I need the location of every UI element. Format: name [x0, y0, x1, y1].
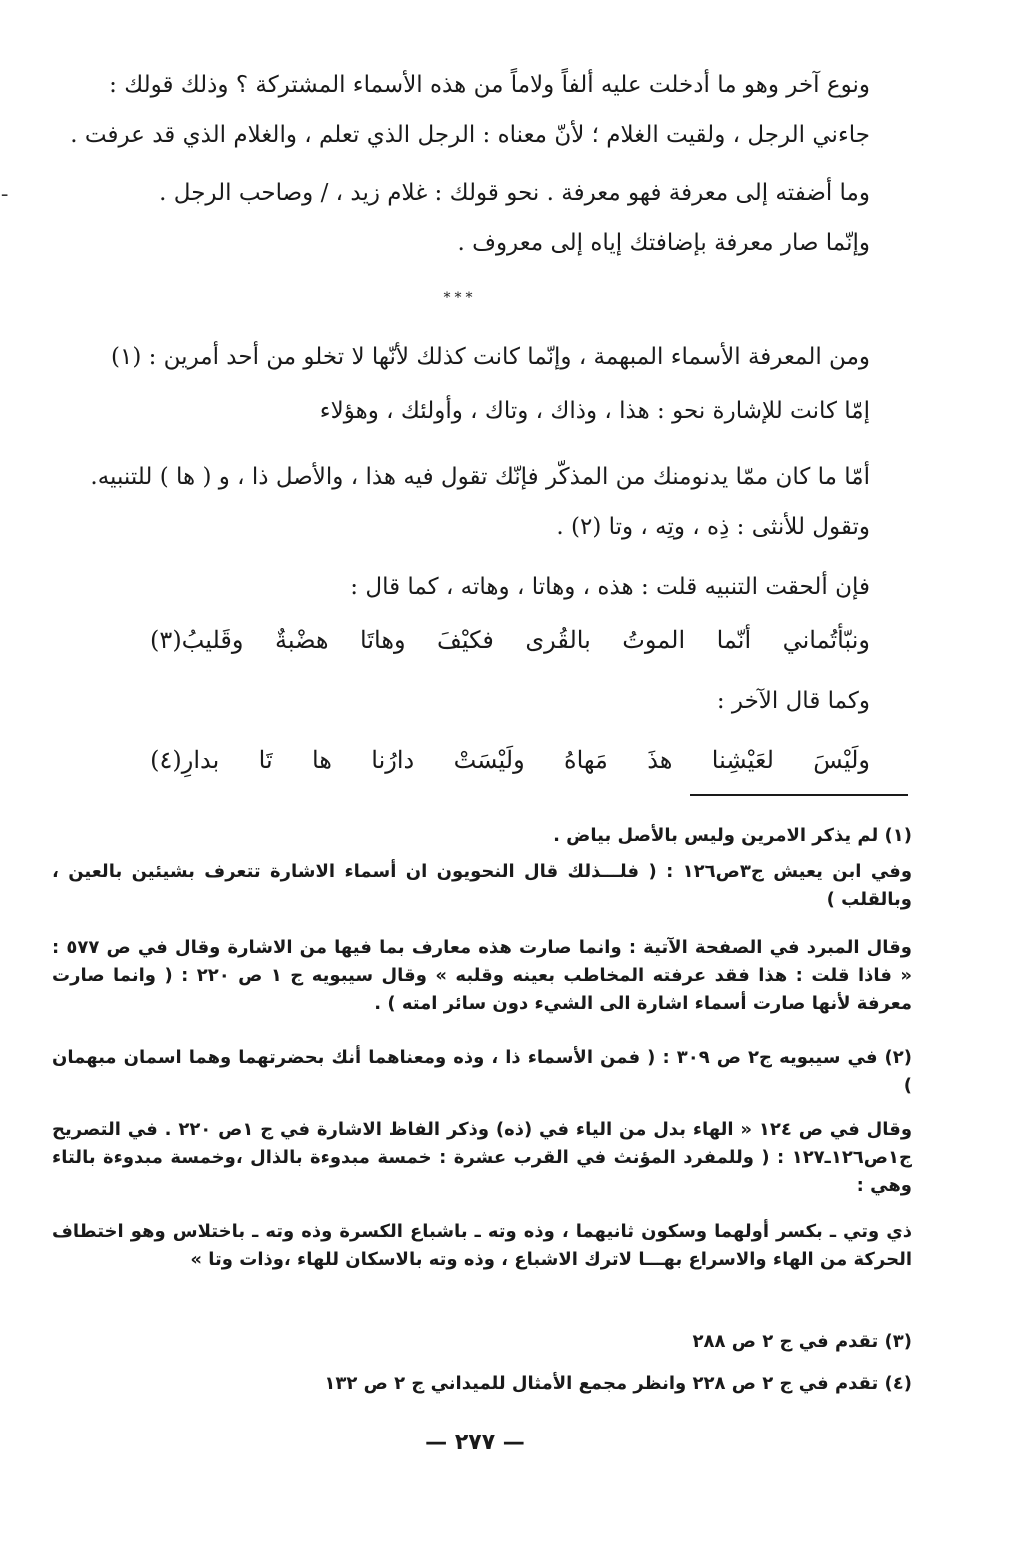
- verse-1: [150, 620, 870, 660]
- verse-1-word: أنّما: [716, 626, 752, 654]
- footnote-1-cont: وفي ابن يعيش ج٣ص١٢٦ : ( فلـــذلك قال النحويون ان أسماء الاشارة تتعرف بشيئين بالعين ، وبالقلب ): [52, 861, 913, 910]
- section-divider-stars: ***: [443, 290, 477, 306]
- verse-1-word: ونبّأتُماني: [782, 626, 870, 654]
- verse-1-word: هضْبةٌ: [274, 626, 329, 654]
- footnote-2-cont: وقال في ص ١٢٤ « الهاء بدل من الياء في (ذه) وذكر الفاظ الاشارة في ج ١ص ٢٢٠ . في التصريح ج١ص١٢٦ـ١٢٧ : ( وللمفرد المؤنث في القرب عشرة : خمسة مبدوءة بالذال ،وخمسة مبدوءة بالتاء وهي :: [52, 1119, 913, 1196]
- body-line-3: وما أضفته إلى معرفة فهو معرفة . نحو قولك : غلام زيد ، / وصاحب الرجل .: [159, 180, 870, 206]
- footnote-3: (٣) تقدم في ج ٢ ص ٢٨٨: [692, 1331, 912, 1352]
- verse-2-word: تَا: [258, 746, 273, 774]
- verse-2-word: لعَيْشِنا: [711, 746, 774, 774]
- verse-1-word: بالقُرى: [525, 626, 591, 654]
- verse-2-word: ها: [311, 746, 332, 774]
- verse-1-word: وقَليبُ(٣): [150, 626, 244, 654]
- footnote-separator: [690, 794, 908, 796]
- verse-1-word: فكيْفَ: [437, 626, 494, 654]
- body-line-4: وإنّما صار معرفة بإضافتك إياه إلى معروف .: [457, 230, 870, 256]
- body-line-5: ومن المعرفة الأسماء المبهمة ، وإنّما كانت كذلك لأنّها لا تخلو من أحد أمرين : (١): [110, 344, 870, 370]
- footnote-4: (٤) تقدم في ج ٢ ص ٢٢٨ وانظر مجمع الأمثال للميداني ج ٢ ص ١٣٢: [324, 1373, 912, 1394]
- verse-2-word: ولَيْسَ: [813, 746, 870, 774]
- verse-2-word: بدارِ(٤): [150, 746, 220, 774]
- page-number: — ٢٧٧ —: [425, 1430, 525, 1455]
- body-line-7: أمّا ما كان ممّا يدنومنك من المذكّر فإنّك تقول فيه هذا ، والأصل ذا ، و ( ها ) للتنبيه.: [90, 464, 870, 490]
- footnote-2-cont: ذي وتي ـ بكسر أولهما وسكون ثانيهما ، وذه وته ـ باشباع الكسرة وذه وته ـ باختلاس وهو اختطاف الحركة من الهاء والاسراع بهـــا لاترك الاشباع ، وذه وته بالاسكان للهاء ،وذات وتا »: [52, 1221, 912, 1270]
- verse-1-word: وهاتَا: [360, 626, 406, 654]
- body-line-9: فإن ألحقت التنبيه قلت : هذه ، وهاتا ، وهاته ، كما قال :: [350, 574, 870, 600]
- verse-2-word: ولَيْسَتْ: [453, 746, 525, 774]
- body-line-1: ونوع آخر وهو ما أدخلت عليه ألفاً ولاماً من هذه الأسماء المشتركة ؟ وذلك قولك :: [109, 72, 870, 98]
- footnote-2: (٢) في سيبويه ج٢ ص ٣٠٩ : ( فمن الأسماء ذا ، وذه ومعناهما أنك بحضرتهما وهما اسمان مبهمان ): [52, 1047, 913, 1096]
- margin-marker: ـ: [2, 180, 8, 201]
- footnote-1-cont: وقال المبرد في الصفحة الآتية : وانما صارت هذه معارف بما فيها من الاشارة وقال في ص ٥٧٧ : « فاذا قلت : هذا فقد عرفته المخاطب بعينه وقلبه » وقال سيبويه ج ١ ص ٢٢٠ : ( وانما صارت معرفة لأنها صارت أسماء اشارة الى الشيء دون سائر امته ) .: [52, 937, 912, 1014]
- verse-1-word: الموتُ: [622, 626, 686, 654]
- body-line-2: جاءني الرجل ، ولقيت الغلام ؛ لأنّ معناه : الرجل الذي تعلم ، والغلام الذي قد عرفت .: [70, 122, 870, 148]
- verse-2-word: مَهاهُ: [564, 746, 608, 774]
- footnote-1: (١) لم يذكر الامرين وليس بالأصل بياض .: [553, 825, 912, 846]
- body-line-8: وتقول للأنثى : ذِه ، وتِه ، وتا (٢) .: [556, 514, 870, 540]
- verse-2-word: دارُنا: [371, 746, 415, 774]
- body-line-6: إمّا كانت للإشارة نحو : هذا ، وذاك ، وتاك ، وأولئك ، وهؤلاء: [319, 398, 870, 424]
- body-line-10: وكما قال الآخر :: [716, 688, 870, 714]
- verse-2: [150, 740, 870, 780]
- verse-2-word: هذَ: [647, 746, 673, 774]
